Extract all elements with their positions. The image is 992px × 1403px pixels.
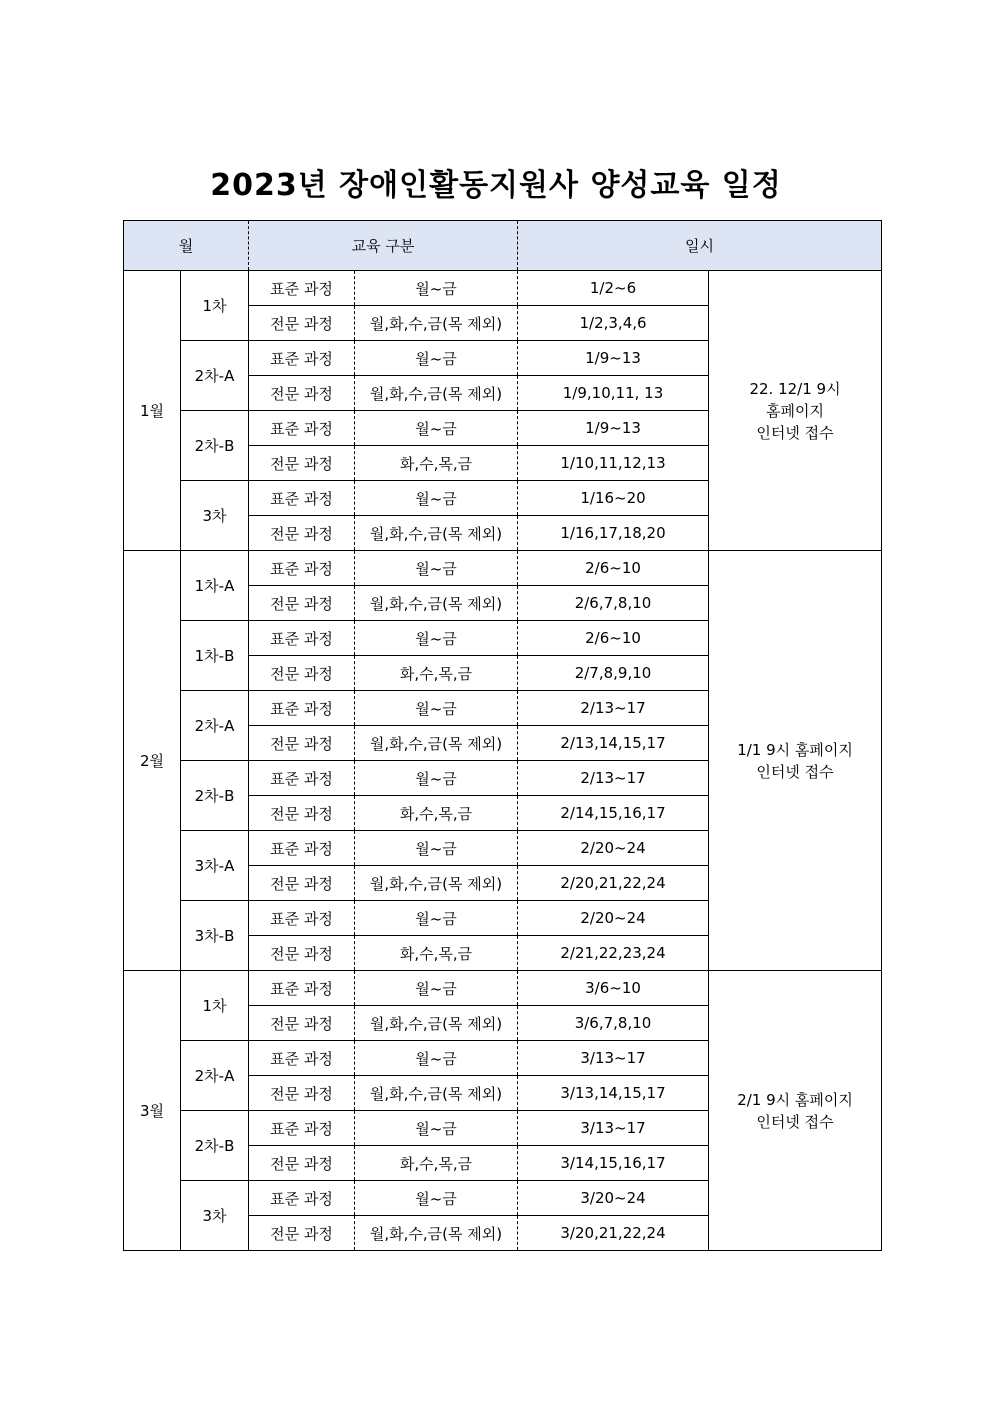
dates-cell: 2/13,14,15,17 xyxy=(518,726,709,761)
round-cell: 2차-B xyxy=(181,761,249,831)
dates-cell: 3/6,7,8,10 xyxy=(518,1006,709,1041)
dates-cell: 3/20,21,22,24 xyxy=(518,1216,709,1251)
days-cell: 월~금 xyxy=(355,481,518,516)
registration-info-line: 인터넷 접수 xyxy=(756,762,834,781)
table-row xyxy=(124,971,882,1006)
round-cell: 1차-A xyxy=(181,551,249,621)
round-cell: 2차-B xyxy=(181,411,249,481)
month-cell: 3월 xyxy=(124,971,181,1251)
registration-info-cell xyxy=(709,971,882,1251)
registration-info-line: 홈페이지 xyxy=(766,401,824,420)
dates-cell: 1/9~13 xyxy=(518,411,709,446)
course-cell: 표준 과정 xyxy=(249,271,355,306)
course-cell: 전문 과정 xyxy=(249,516,355,551)
course-cell: 표준 과정 xyxy=(249,691,355,726)
round-cell: 1차-B xyxy=(181,621,249,691)
registration-info-line: 1/1 9시 홈페이지 xyxy=(737,740,853,759)
round-cell: 3차-A xyxy=(181,831,249,901)
course-cell: 표준 과정 xyxy=(249,1181,355,1216)
days-cell: 월,화,수,금(목 제외) xyxy=(355,1006,518,1041)
days-cell: 월~금 xyxy=(355,341,518,376)
dates-cell: 2/6,7,8,10 xyxy=(518,586,709,621)
dates-cell: 1/2,3,4,6 xyxy=(518,306,709,341)
round-cell: 2차-B xyxy=(181,1111,249,1181)
course-cell: 표준 과정 xyxy=(249,551,355,586)
course-cell: 전문 과정 xyxy=(249,866,355,901)
registration-info-cell xyxy=(709,271,882,551)
course-cell: 전문 과정 xyxy=(249,656,355,691)
registration-info-line: 인터넷 접수 xyxy=(756,1112,834,1131)
days-cell: 월~금 xyxy=(355,411,518,446)
days-cell: 월,화,수,금(목 제외) xyxy=(355,1076,518,1111)
days-cell: 월~금 xyxy=(355,691,518,726)
days-cell: 월,화,수,금(목 제외) xyxy=(355,586,518,621)
dates-cell: 1/10,11,12,13 xyxy=(518,446,709,481)
month-cell: 2월 xyxy=(124,551,181,971)
dates-cell: 1/16,17,18,20 xyxy=(518,516,709,551)
days-cell: 월~금 xyxy=(355,271,518,306)
course-cell: 표준 과정 xyxy=(249,1041,355,1076)
registration-info-line: 22. 12/1 9시 xyxy=(749,379,841,398)
header-category: 교육 구분 xyxy=(249,221,518,271)
round-cell: 2차-A xyxy=(181,691,249,761)
days-cell: 화,수,목,금 xyxy=(355,656,518,691)
round-cell: 3차 xyxy=(181,481,249,551)
course-cell: 표준 과정 xyxy=(249,481,355,516)
course-cell: 전문 과정 xyxy=(249,796,355,831)
dates-cell: 2/13~17 xyxy=(518,761,709,796)
dates-cell: 1/9,10,11, 13 xyxy=(518,376,709,411)
days-cell: 월,화,수,금(목 제외) xyxy=(355,866,518,901)
days-cell: 월~금 xyxy=(355,1111,518,1146)
dates-cell: 1/2~6 xyxy=(518,271,709,306)
course-cell: 표준 과정 xyxy=(249,621,355,656)
course-cell: 표준 과정 xyxy=(249,831,355,866)
dates-cell: 3/13,14,15,17 xyxy=(518,1076,709,1111)
days-cell: 월~금 xyxy=(355,761,518,796)
dates-cell: 2/20~24 xyxy=(518,831,709,866)
days-cell: 월,화,수,금(목 제외) xyxy=(355,516,518,551)
course-cell: 전문 과정 xyxy=(249,376,355,411)
course-cell: 전문 과정 xyxy=(249,726,355,761)
days-cell: 화,수,목,금 xyxy=(355,796,518,831)
course-cell: 표준 과정 xyxy=(249,411,355,446)
course-cell: 표준 과정 xyxy=(249,971,355,1006)
dates-cell: 2/20~24 xyxy=(518,901,709,936)
course-cell: 전문 과정 xyxy=(249,936,355,971)
header-datetime: 일시 xyxy=(518,221,882,271)
course-cell: 표준 과정 xyxy=(249,761,355,796)
days-cell: 월~금 xyxy=(355,551,518,586)
days-cell: 월~금 xyxy=(355,901,518,936)
schedule-body xyxy=(124,271,882,1251)
days-cell: 화,수,목,금 xyxy=(355,1146,518,1181)
dates-cell: 3/20~24 xyxy=(518,1181,709,1216)
dates-cell: 2/6~10 xyxy=(518,551,709,586)
round-cell: 3차-B xyxy=(181,901,249,971)
days-cell: 월~금 xyxy=(355,1041,518,1076)
days-cell: 월~금 xyxy=(355,1181,518,1216)
course-cell: 표준 과정 xyxy=(249,901,355,936)
round-cell: 2차-A xyxy=(181,341,249,411)
course-cell: 표준 과정 xyxy=(249,341,355,376)
dates-cell: 2/7,8,9,10 xyxy=(518,656,709,691)
dates-cell: 3/13~17 xyxy=(518,1041,709,1076)
days-cell: 월,화,수,금(목 제외) xyxy=(355,376,518,411)
schedule-table xyxy=(123,220,882,1251)
dates-cell: 1/16~20 xyxy=(518,481,709,516)
dates-cell: 3/13~17 xyxy=(518,1111,709,1146)
dates-cell: 3/14,15,16,17 xyxy=(518,1146,709,1181)
dates-cell: 2/13~17 xyxy=(518,691,709,726)
course-cell: 전문 과정 xyxy=(249,586,355,621)
dates-cell: 2/20,21,22,24 xyxy=(518,866,709,901)
days-cell: 화,수,목,금 xyxy=(355,446,518,481)
dates-cell: 3/6~10 xyxy=(518,971,709,1006)
days-cell: 월,화,수,금(목 제외) xyxy=(355,726,518,761)
course-cell: 전문 과정 xyxy=(249,1076,355,1111)
days-cell: 월~금 xyxy=(355,971,518,1006)
header-month: 월 xyxy=(124,221,249,271)
days-cell: 월,화,수,금(목 제외) xyxy=(355,1216,518,1251)
course-cell: 전문 과정 xyxy=(249,446,355,481)
course-cell: 전문 과정 xyxy=(249,306,355,341)
days-cell: 월~금 xyxy=(355,621,518,656)
days-cell: 화,수,목,금 xyxy=(355,936,518,971)
table-row xyxy=(124,551,882,586)
registration-info-line: 2/1 9시 홈페이지 xyxy=(737,1090,853,1109)
days-cell: 월~금 xyxy=(355,831,518,866)
month-cell: 1월 xyxy=(124,271,181,551)
course-cell: 전문 과정 xyxy=(249,1146,355,1181)
registration-info-cell xyxy=(709,551,882,971)
dates-cell: 2/6~10 xyxy=(518,621,709,656)
round-cell: 1차 xyxy=(181,271,249,341)
table-row xyxy=(124,271,882,306)
dates-cell: 2/21,22,23,24 xyxy=(518,936,709,971)
header-row xyxy=(124,221,882,271)
dates-cell: 2/14,15,16,17 xyxy=(518,796,709,831)
dates-cell: 1/9~13 xyxy=(518,341,709,376)
round-cell: 3차 xyxy=(181,1181,249,1251)
round-cell: 1차 xyxy=(181,971,249,1041)
course-cell: 표준 과정 xyxy=(249,1111,355,1146)
registration-info-line: 인터넷 접수 xyxy=(756,423,834,442)
round-cell: 2차-A xyxy=(181,1041,249,1111)
days-cell: 월,화,수,금(목 제외) xyxy=(355,306,518,341)
page-title: 2023년 장애인활동지원사 양성교육 일정 xyxy=(210,168,782,203)
course-cell: 전문 과정 xyxy=(249,1216,355,1251)
course-cell: 전문 과정 xyxy=(249,1006,355,1041)
